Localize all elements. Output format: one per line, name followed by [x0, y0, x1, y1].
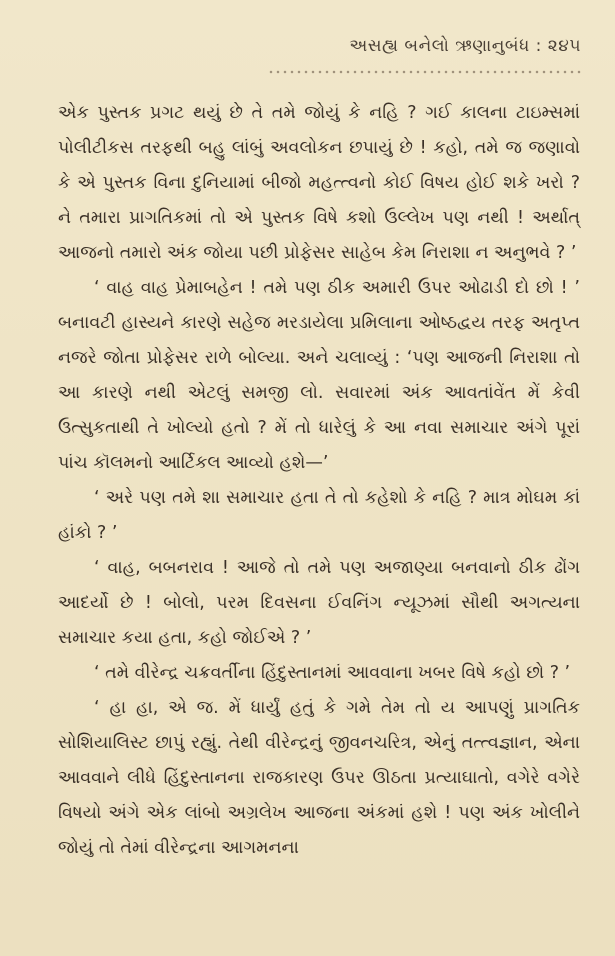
header-rule — [268, 70, 582, 75]
body-text — [58, 96, 580, 866]
paragraph: ‘ તમે વીરેન્દ્ર ચક્રવર્તીના હિંદુસ્તાનમાં આવવાના ખબર વિષે કહો છો ? ’ — [94, 663, 571, 683]
paragraph: ‘ હા હા, એ જ. મેં ધાર્યું હતું કે ગમે તેમ તો ય આપણું પ્રાગતિક સોશિયાલિસ્ટ છાપું રહ્યું. તેથી વીરેન્દ્રનું જીવનચરિત્ર, એનું તત્ત્વજ્ઞાન, એના આવવાને લીધે હિંદુસ્તાનના રાજકારણ ઉપર ઊઠતા પ્રત્યાઘાતો, વગેરે વગેરે વિષયો અંગે એક લાંબો અગ્રલેખ આજના અંકમાં હશે ! પણ અંક ખોલીને જોયું તો તેમાં વીરેન્દ્રના આગમનના — [58, 698, 580, 858]
paragraph: ‘ વાહ વાહ પ્રેમાબહેન ! તમે પણ ઠીક અમારી ઉપર ઓઢાડી દો છો ! ’ બનાવટી હાસ્યને કારણે સહેજ મરડાયેલા પ્રમિલાના ઓષ્ઠદ્વય તરફ અતૃપ્ત નજરે જોતા પ્રોફેસર રાળે બોલ્યા. અને ચલાવ્યું : ‘પણ આજની નિરાશા તો આ કારણે નથી એટલું સમજી લો. સવારમાં અંક આવતાંવેંત મેં કેવી ઉત્સુકતાથી તે ખોલ્યો હતો ? મેં તો ધારેલું કે આ નવા સમાચાર અંગે પૂરાં પાંચ કૉલમનો આર્ટિકલ આવ્યો હશે—’ — [58, 278, 580, 473]
paragraph: એક પુસ્તક પ્રગટ થયું છે તે તમે જોયું કે નહિ ? ગઈ કાલના ટાઇમ્સમાં પોલીટીકસ તરફથી બહુ લાંબું અવલોકન છપાયું છે ! કહો, તમે જ જણાવો કે એ પુસ્તક વિના દુનિયામાં બીજો મહત્ત્વનો કોઈ વિષય હોઈ શકે ખરો ? ને તમારા પ્રાગતિકમાં તો એ પુસ્તક વિષે કશો ઉલ્લેખ પણ નથી ! અર્થાત્ આજનો તમારો અંક જોયા પછી પ્રોફેસર સાહેબ કેમ નિરાશા ન અનુભવે ? ’ — [58, 103, 580, 263]
running-header: અસહ્ય બનેલો ઋણાનુબંધ : ૨૪૫ — [349, 36, 581, 56]
paragraph: ‘ વાહ, બબનરાવ ! આજે તો તમે પણ અજાણ્યા બનવાનો ઠીક ઢોંગ આદર્યો છે ! બોલો, પરમ દિવસના ઈવનિંગ ન્યૂઝમાં સૌથી અગત્યના સમાચાર કયા હતા, કહો જોઈએ ? ’ — [58, 558, 580, 648]
paragraph: ‘ અરે પણ તમે શા સમાચાર હતા તે તો કહેશો કે નહિ ? માત્ર મોઘમ કાં હાંકો ? ’ — [58, 488, 580, 543]
